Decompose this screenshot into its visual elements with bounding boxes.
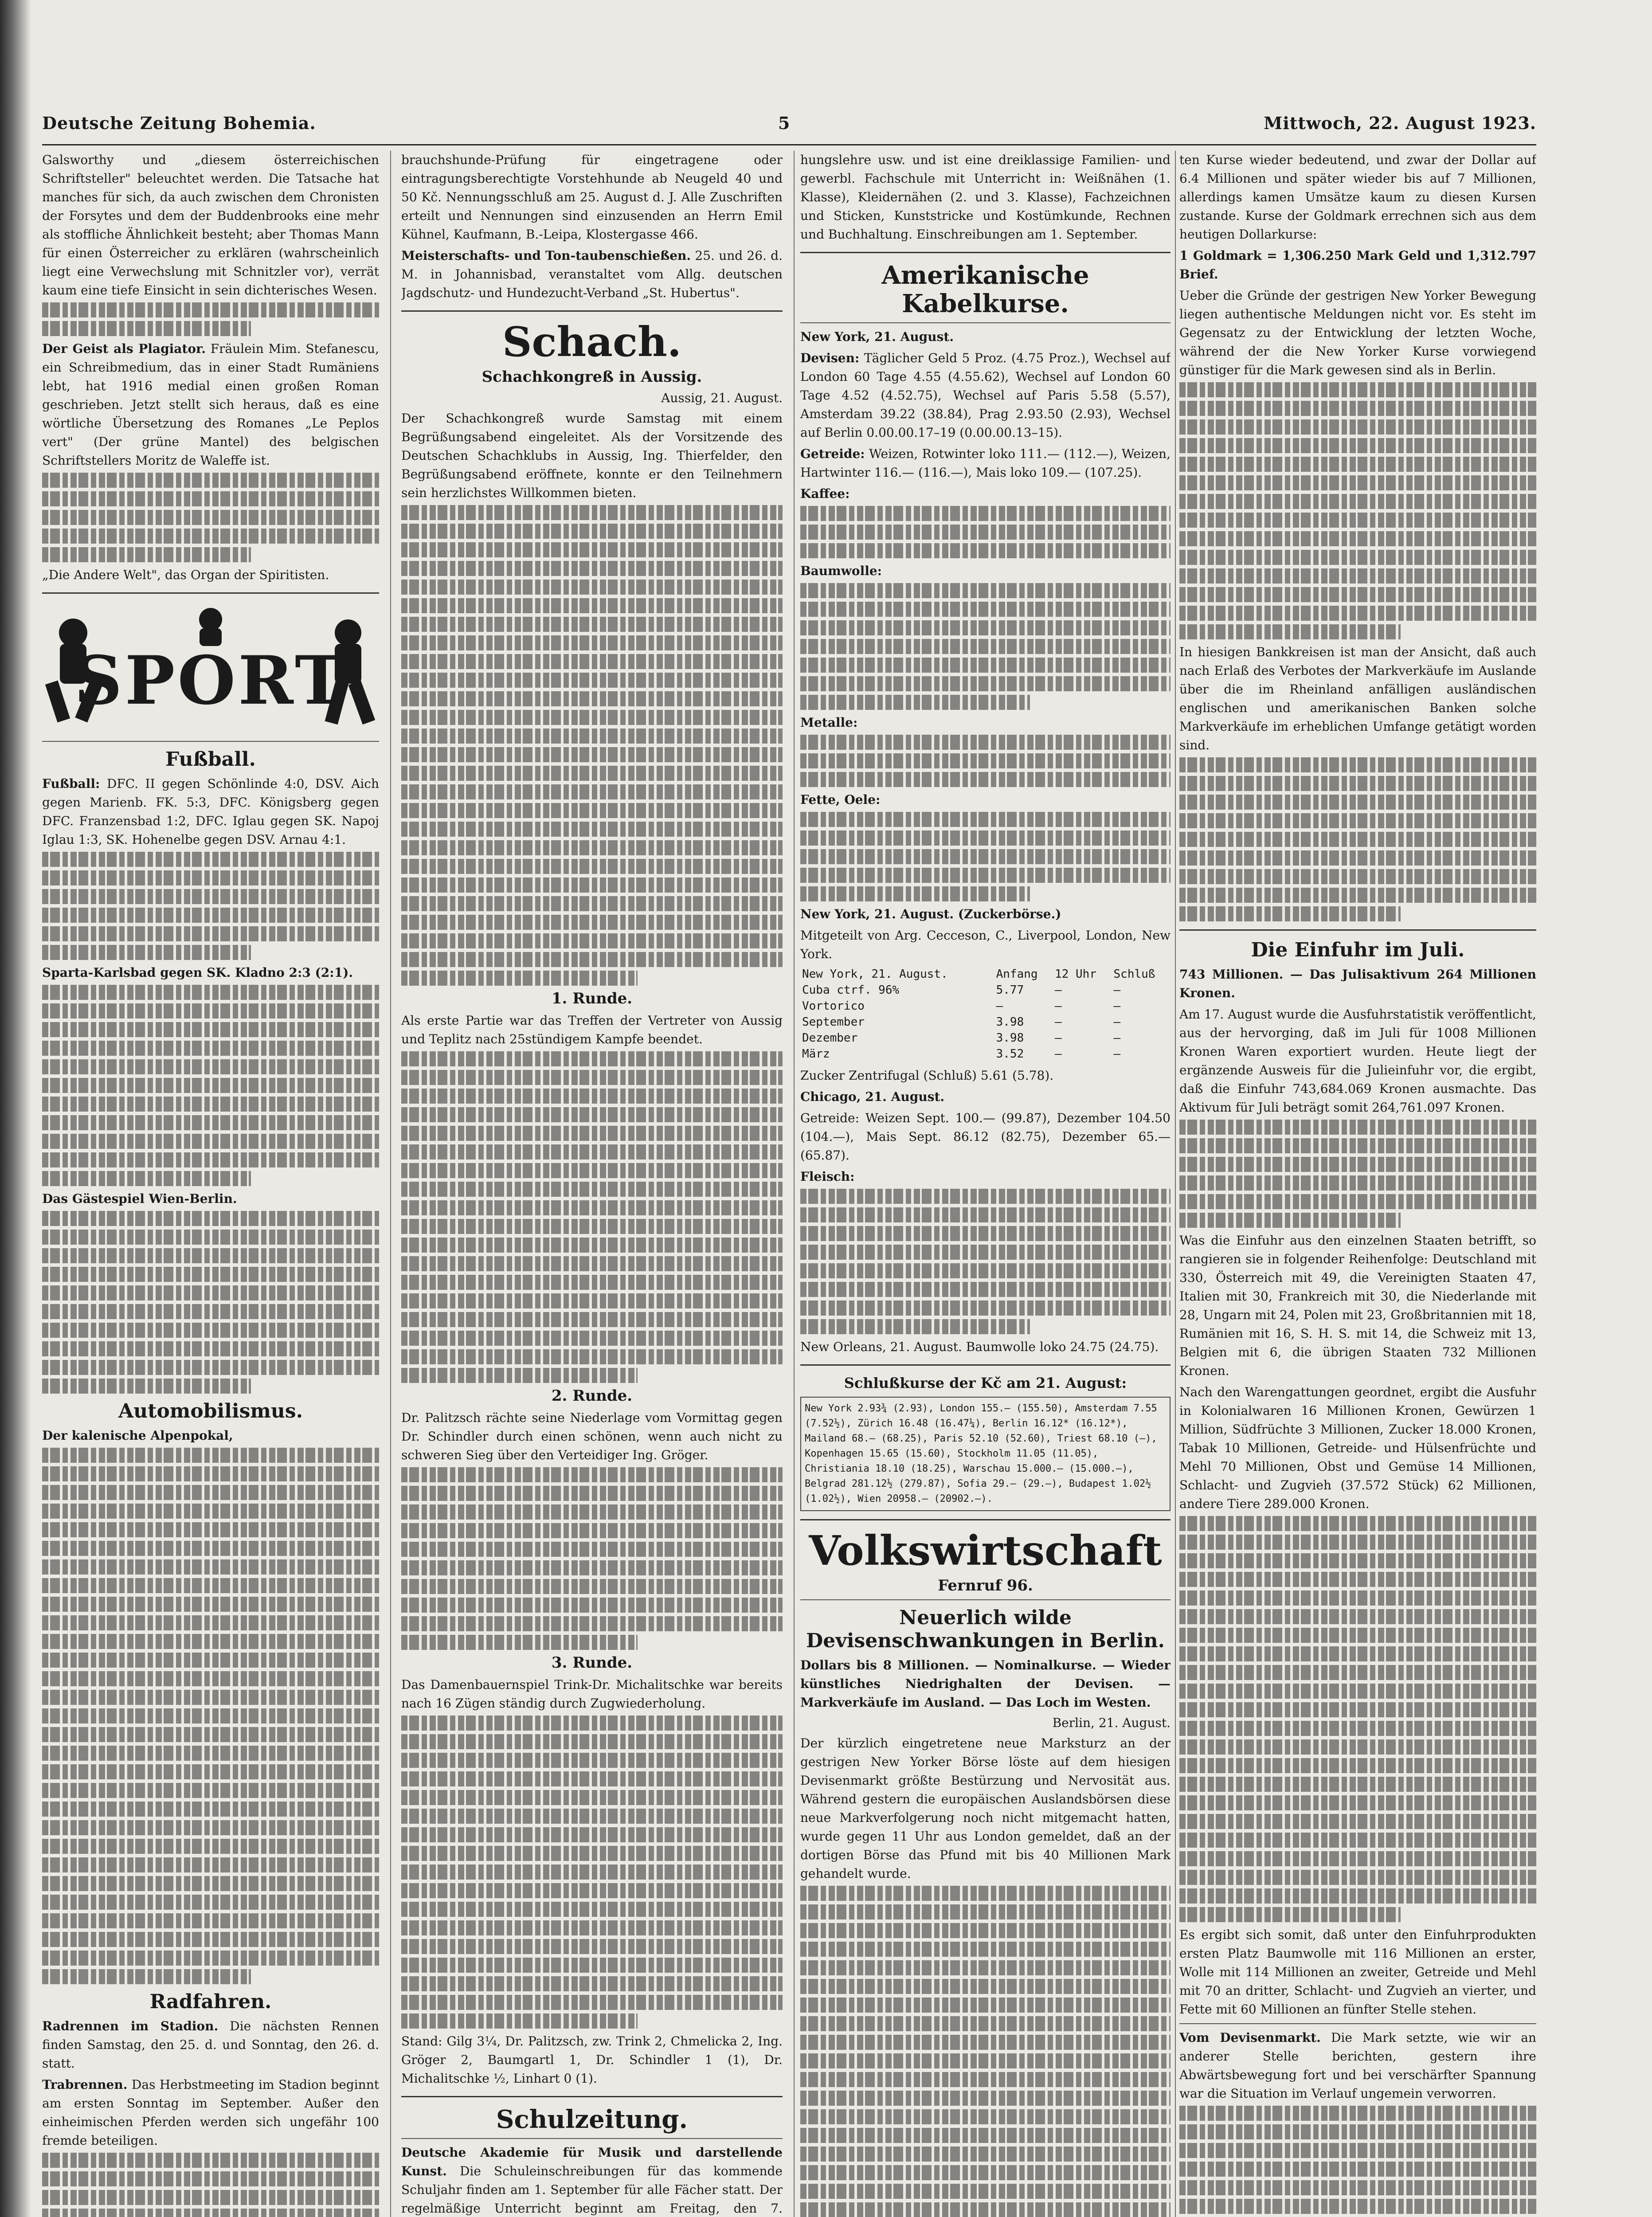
devisenmarkt-article xyxy=(1179,2029,1536,2103)
runde-3-text: Das Damenbauernspiel Trink-Dr. Michalitschke war bereits nach 16 Zügen ständig durch Zugwiederholung. xyxy=(401,1677,783,1711)
body-text-block xyxy=(42,852,379,960)
hunde-pruefung-text: brauchshunde-Prüfung für eingetragene oder eintragungsberechtigte Vorstehhunde ab Neugeld 40 und 50 Kč. Nennungsschluß am 25. August d. J. Alle Zuschriften erteilt und Nennungen sind einzusenden an Herrn Emil Kühnel, Kaufmann, B.-Leipa, Klostergasse 466. xyxy=(401,153,783,242)
page-number: 5 xyxy=(778,113,791,133)
getreide-quotes xyxy=(800,445,1170,482)
fachschule-text: hungslehre usw. und ist eine dreiklassige Familien- und gewerbl. Fachschule mit Unterricht in: Weißnähen (1. Klasse), Kleidernähen (2. und 3. Klasse), Fachzeichnen und Sticken, Kunststricke und Kostümkunde, Rechnen und Buchhaltung. Einschreibungen am 1. September. xyxy=(800,153,1170,242)
akademie-text: Die Schuleinschreibungen für das kommende Schuljahr finden am 1. September für alle Fächer statt. Der regelmäßige Unterricht beginnt am Freitag, den 7. xyxy=(401,2164,783,2216)
kurse-continuation: ten Kurse wieder bedeutend, und zwar der Dollar auf 6.4 Millionen und später wieder bis auf 7 Millionen, allerdings kamen Umsätze kaum zu diesen Kursen zustande. Kurse der Goldmark errechnen sich aus dem heutigen Dollarkurse: xyxy=(1179,153,1536,242)
table-cell: — xyxy=(1113,1031,1121,1045)
radrennen-lead: Radrennen im Stadion. xyxy=(42,2019,219,2033)
schach-heading: Schach. xyxy=(502,318,681,366)
column-divider xyxy=(1175,151,1176,2217)
section-rule xyxy=(401,310,783,312)
einfuhr-text: Am 17. August wurde die Ausfuhrstatistik veröffentlicht, aus der hervorging, daß im Juli für 1008 Millionen Kronen Waren exportiert wurden. Heute liegt der ergänzende Ausweis für die Julieinfuhr vor, die ergibt, daß die Einfuhr 743,684.069 Kronen ausmachte. Das Aktivum für Juli beträgt somit 264,761.097 Kronen. xyxy=(1179,1007,1536,1115)
meisterschaft-lead: Meisterschafts- und Ton-taubenschießen. xyxy=(401,248,691,263)
table-header-cell: New York, 21. August. xyxy=(802,967,948,981)
table-cell: — xyxy=(1055,1047,1062,1061)
body-text-block xyxy=(1179,1120,1536,1228)
schach-stand: Stand: Gilg 3¼, Dr. Palitzsch, zw. Trink 2, Chmelicka 2, Ing. Gröger 2, Baumgartl 1, Dr. Schindler 1 (1), Dr. Michalitschke ½, Linhart 0 (1). xyxy=(401,2034,783,2086)
table-cell: 3.98 xyxy=(996,1015,1024,1029)
devisenmarkt-text: Die Mark setzte, wie wir an anderer Stelle berichten, gestern ihre Abwärtsbewegung fort und bei verschärfter Spannung war die Situation im Verlauf ungemein verworren. xyxy=(1179,2030,1536,2101)
plagiat-article xyxy=(42,340,379,470)
table-cell: — xyxy=(1113,1047,1121,1061)
body-text-block xyxy=(42,302,379,336)
section-rule xyxy=(800,322,1170,323)
body-text-block xyxy=(800,812,1170,901)
staaten-text: Was die Einfuhr aus den einzelnen Staaten betrifft, so rangieren sie in folgender Reihenfolge: Deutschland mit 330, Österreich mit 49, die Vereinigten Staaten 47, Italien mit 30, Frankreich mit 30, die Niederlande mit 28, Ungarn mit 24, Polen mit 23, Großbritannien mit 18, Rumänien mit 16, S. H. S. mit 14, die Schweiz mit 13, Belgien mit 6, die übrigen Staaten 732 Millionen Kronen. xyxy=(1179,1233,1536,1378)
header-rule xyxy=(42,144,1536,145)
column-divider xyxy=(390,151,391,2217)
body-text-block xyxy=(42,473,379,562)
fussball-lead: Fußball: xyxy=(42,776,100,791)
zucker-note: Zucker Zentrifugal (Schluß) 5.61 (5.78). xyxy=(800,1068,1054,1083)
sparta-headline: Sparta-Karlsbad gegen SK. Kladno 2:3 (2:1). xyxy=(42,965,353,980)
akademie-lead: Deutsche Akademie für Musik und darstellende Kunst. xyxy=(401,2145,783,2178)
table-header-cell: Schluß xyxy=(1113,967,1155,981)
zucker-source: Mitgeteilt von Arg. Cecceson, C., Liverpool, London, New York. xyxy=(800,928,1170,961)
einfuhr-summary: Es ergibt sich somit, daß unter den Einfuhrprodukten ersten Platz Baumwolle mit 116 Millionen an erster, Wolle mit 114 Millionen an zweiter, Getreide und Mehl mit 70 an dritter, Schlacht- und Zugvieh an vierter, und Fette mit 60 Millionen an fünfter Stelle stehen. xyxy=(1179,1927,1536,2017)
section-rule xyxy=(800,1519,1170,1520)
radrennen-text: Die nächsten Rennen finden Samstag, den 25. d. und Sonntag, den 26. d. statt. xyxy=(42,2019,379,2071)
body-text-block xyxy=(800,1886,1170,2217)
runde-2-heading: 2. Runde. xyxy=(551,1387,633,1405)
metalle-lead: Metalle: xyxy=(800,715,858,730)
column-1 xyxy=(42,151,379,2217)
berlin-text: Der kürzlich eingetretene neue Marksturz an der gestrigen New Yorker Börse löste auf dem hiesigen Devisenmarkt größte Bestürzung und Nervosität aus. Während gestern die europäischen Auslandsbörsen diese neue Markverfolgerung noch nicht mitgemacht hatten, wurde gegen 11 Uhr aus London gemeldet, daß an der dortigen Börse das Pfund mit bis 40 Millionen Mark gehandelt wurde. xyxy=(800,1736,1170,1881)
section-rule xyxy=(42,741,379,742)
body-text-block xyxy=(401,1051,783,1383)
fette-lead: Fette, Oele: xyxy=(800,792,881,807)
body-text-block xyxy=(1179,757,1536,921)
getreide-text: Weizen, Rotwinter loko 111.— (112.—), Weizen, Hartwinter 116.— (116.—), Mais loko 109.— (107.25). xyxy=(800,447,1170,480)
ny-dateline: New York, 21. August. xyxy=(800,329,954,344)
kaffee-lead: Kaffee: xyxy=(800,486,850,501)
column-2 xyxy=(401,151,783,2217)
table-row xyxy=(800,1014,1170,1030)
devisenmarkt-lead: Vom Devisenmarkt. xyxy=(1179,2030,1321,2045)
volkswirtschaft-phone: Fernruf 96. xyxy=(938,1577,1033,1594)
article-continuation: Galsworthy und „diesem österreichischen Schriftsteller" beleuchtet werden. Die Tatsache hat manches für sich, da auch zwischen dem Chronisten der Forsytes und dem der Buddenbrooks eine mehr als stoffliche Ähnlichkeit besteht; aber Thomas Mann für einen Österreicher zu erklären (wahrscheinlich liegt eine Verwechslung mit Schnitzler vor), verrät kaum eine tiefe Einsicht in sein dichterisches Wesen. xyxy=(42,153,379,298)
section-rule xyxy=(800,1599,1170,1600)
runde-3-heading: 3. Runde. xyxy=(551,1654,633,1672)
section-rule xyxy=(800,1364,1170,1366)
section-rule xyxy=(1179,2023,1536,2024)
table-cell: — xyxy=(1113,999,1121,1013)
automobilismus-heading: Automobilismus. xyxy=(118,1400,303,1422)
kabelkurse-heading: Amerikanische Kabelkurse. xyxy=(881,261,1089,318)
issue-date: Mittwoch, 22. August 1923. xyxy=(1264,113,1536,133)
body-text-block xyxy=(800,583,1170,710)
table-cell: — xyxy=(1055,1031,1062,1045)
table-row xyxy=(800,998,1170,1014)
getreide-lead: Getreide: xyxy=(800,447,865,461)
trabrennen-article xyxy=(42,2076,379,2150)
section-rule xyxy=(401,2096,783,2097)
table-cell: Vortorico xyxy=(802,999,865,1013)
zucker-dateline: New York, 21. August. (Zuckerbörse.) xyxy=(800,907,1061,921)
section-rule xyxy=(1179,929,1536,931)
runde-1-heading: 1. Runde. xyxy=(551,990,633,1007)
einfuhr-subheading: 743 Millionen. — Das Julisaktivum 264 Millionen Kronen. xyxy=(1179,967,1536,1000)
zucker-table xyxy=(800,966,1170,1062)
table-cell: 3.52 xyxy=(996,1047,1024,1061)
warengattungen-text: Nach den Warengattungen geordnet, ergibt die Ausfuhr in Kolonialwaren 16 Millionen Kronen, Gewürzen 1 Million, Südfrüchte 3 Millionen, Zucker 18.000 Kronen, Tabak 10 Millionen, Getreide- und Hülsenfrüchte und Mehl 70 Millionen, Obst und Gemüse 14 Millionen, Schlacht- und Zugvieh (37.572 Stück) 62 Millionen, andere Tiere 289.000 Kronen. xyxy=(1179,1385,1536,1511)
body-text-block xyxy=(42,985,379,1186)
plagiat-headline: Der Geist als Plagiator. xyxy=(42,341,206,356)
body-text-block xyxy=(800,506,1170,558)
column-3 xyxy=(800,151,1170,2217)
trabrennen-text: Das Herbstmeeting im Stadion beginnt am ersten Sonntag im September. Außer den einheimischen Pferden werden sich ungefähr 100 fremde beteiligen. xyxy=(42,2077,379,2148)
radrennen-article xyxy=(42,2017,379,2073)
page-header xyxy=(42,113,1536,140)
table-header-cell: 12 Uhr xyxy=(1055,967,1096,981)
chicago-getreide: Getreide: Weizen Sept. 100.— (99.87), Dezember 104.50 (104.—), Mais Sept. 86.12 (82.75), Dezember 65.— (65.87). xyxy=(800,1111,1170,1163)
column-divider xyxy=(794,151,795,2217)
devisen-lead: Devisen: xyxy=(800,351,860,365)
meisterschaft-text: 25. und 26. d. M. in Johannisbad, veranstaltet vom Allg. deutschen Jagdschutz- und Hundezucht-Verband „St. Hubertus". xyxy=(401,248,783,300)
body-text-block xyxy=(1179,2106,1536,2217)
fussball-heading: Fußball. xyxy=(165,748,256,771)
section-rule xyxy=(800,252,1170,253)
devisenschwankungen-subheading: Dollars bis 8 Millionen. — Nominalkurse. — Wieder künstliches Niedrighalten der Devisen. — Markverkäufe im Ausland. — Das Loch im Westen. xyxy=(800,1658,1170,1710)
runde-1-text: Als erste Partie war das Treffen der Vertreter von Aussig und Teplitz nach 25stündigem Kampfe beendet. xyxy=(401,1013,783,1046)
body-text-block xyxy=(42,2153,379,2217)
devisenschwankungen-heading: Neuerlich wilde Devisenschwankungen in Berlin. xyxy=(806,1606,1165,1652)
table-cell: — xyxy=(1113,983,1121,997)
trabrennen-lead: Trabrennen. xyxy=(42,2077,128,2092)
schlusskurse-heading: Schlußkurse der Kč am 21. August: xyxy=(844,1375,1127,1391)
meisterschaft-article xyxy=(401,247,783,302)
table-cell: September xyxy=(802,1015,865,1029)
devisen-quotes xyxy=(800,349,1170,442)
fussball-results xyxy=(42,775,379,849)
baumwolle-lead: Baumwolle: xyxy=(800,564,882,578)
schulzeitung-heading: Schulzeitung. xyxy=(496,2105,688,2134)
body-text-block xyxy=(401,1467,783,1650)
table-row xyxy=(800,966,1170,982)
sport-logo-text: SPORT xyxy=(74,642,347,720)
body-text-block xyxy=(42,1211,379,1394)
akademie-article xyxy=(401,2143,783,2217)
table-cell: 5.77 xyxy=(996,983,1024,997)
fussball-text: DFC. II gegen Schönlinde 4:0, DSV. Aich gegen Marienb. FK. 5:3, DFC. Königsberg gegen DFC. Franzensbad 1:2, DFC. Iglau gegen SK. Napoj Iglau 1:3, SK. Hohenelbe gegen DSV. Arnau 4:1. xyxy=(42,776,379,847)
fleisch-lead: Fleisch: xyxy=(800,1169,855,1184)
body-text-block xyxy=(401,1716,783,2029)
table-row xyxy=(800,1030,1170,1046)
new-orleans-quote: New Orleans, 21. August. Baumwolle loko 24.75 (24.75). xyxy=(800,1340,1159,1354)
bankkreise-text: In hiesigen Bankkreisen ist man der Ansicht, daß auch nach Erlaß des Verbotes der Markverkäufe im Auslande über die im Rheinland anfälligen ausländischen englischen und amerikanischen Banken solche Markverkäufe im erheblichen Umfange getätigt worden sind. xyxy=(1179,645,1536,752)
body-text-block xyxy=(1179,1516,1536,1922)
table-cell: — xyxy=(1055,983,1062,997)
schach-subheading: Schachkongreß in Aussig. xyxy=(482,368,702,386)
body-text-block xyxy=(1179,382,1536,639)
alpenpokal-headline: Der kalenische Alpenpokal, xyxy=(42,1428,233,1443)
table-cell: — xyxy=(1055,999,1062,1013)
schlusskurse-box: New York 2.93¾ (2.93), London 155.— (155.50), Amsterdam 7.55 (7.52½), Zürich 16.48 (16.47¼), Berlin 16.12* (16.12*), Mailand 68.— (68.25), Paris 52.10 (52.60), Triest 68.10 (—), Kopenhagen 15.65 (15.60), Stockholm 11.05 (11.05), Christiania 18.10 (18.25), Warschau 15.000.— (15.000.—), Belgrad 281.12½ (279.87), Sofia 29.— (29.—), Budapest 1.02½ (1.02½), Wien 20958.— (20902.—). xyxy=(800,1397,1170,1511)
body-text-block xyxy=(401,505,783,986)
radfahren-heading: Radfahren. xyxy=(149,1990,272,2013)
table-cell: — xyxy=(1113,1015,1121,1029)
table-header-cell: Anfang xyxy=(996,967,1038,981)
schach-text: Der Schachkongreß wurde Samstag mit einem Begrüßungsabend eingeleitet. Als der Vorsitzende des Deutschen Schachklubs in Aussig, Ing. Thierfelder, den Begrüßungsabend eröffnete, konnte er den Teilnehmern sein herzlichstes Willkommen bieten. xyxy=(401,411,783,500)
scan-edge-shadow xyxy=(0,0,31,2217)
table-row xyxy=(800,982,1170,998)
einfuhr-heading: Die Einfuhr im Juli. xyxy=(1251,939,1465,961)
plagiat-text: Fräulein Mim. Stefanescu, ein Schreibmedium, das in einer Stadt Rumäniens lebt, hat 1916 medial einen großen Roman geschrieben. Jetzt stellt sich heraus, daß es eine wörtliche Übersetzung des Romanes „Le Peplos vert" (Der grüne Mantel) des belgischen Schriftstellers Moritz de Waleffe ist. xyxy=(42,341,379,468)
devisen-text: Täglicher Geld 5 Proz. (4.75 Proz.), Wechsel auf London 60 Tage 4.55 (4.55.62), Wechsel auf London 60 Tage 4.52 (4.52.75), Wechsel auf Paris 5.58 (5.57), Amsterdam 39.22 (38.84), Prag 2.93.50 (2.93), Wechsel auf Berlin 0.00.00.17–19 (0.00.00.13–15). xyxy=(800,351,1170,440)
section-rule xyxy=(401,2138,783,2139)
gruende-text: Ueber die Gründe der gestrigen New Yorker Bewegung liegen authentische Meldungen nicht vor. Es steht im Gegensatz zu der Entwicklung der letzten Woche, während der die New Yorker Kurse vorwiegend günstiger für die Mark gewesen sind als in Berlin. xyxy=(1179,288,1536,377)
runde-2-text: Dr. Palitzsch rächte seine Niederlage vom Vormittag gegen Dr. Schindler durch einen schönen, wenn auch nicht zu schweren Sieg über den Verteidiger Ing. Gröger. xyxy=(401,1410,783,1462)
sport-logo xyxy=(42,602,379,735)
table-row xyxy=(800,1046,1170,1062)
berlin-dateline: Berlin, 21. August. xyxy=(1052,1716,1170,1730)
newspaper-title: Deutsche Zeitung Bohemia. xyxy=(42,113,316,133)
table-cell: — xyxy=(996,999,1003,1013)
body-text-block xyxy=(42,1448,379,1984)
table-cell: Cuba ctrf. 96% xyxy=(802,983,900,997)
body-text-block xyxy=(800,735,1170,787)
column-4 xyxy=(1179,151,1536,2217)
body-text-block xyxy=(800,1189,1170,1334)
table-cell: März xyxy=(802,1047,830,1061)
table-cell: 3.98 xyxy=(996,1031,1024,1045)
gaeste-headline: Das Gästespiel Wien-Berlin. xyxy=(42,1191,237,1206)
schach-dateline: Aussig, 21. August. xyxy=(661,391,783,405)
chicago-dateline: Chicago, 21. August. xyxy=(800,1089,945,1104)
goldmark-rate: 1 Goldmark = 1,306.250 Mark Geld und 1,312.797 Brief. xyxy=(1179,248,1536,282)
plagiat-ending: „Die Andere Welt", das Organ der Spiritisten. xyxy=(42,568,329,582)
table-cell: Dezember xyxy=(802,1031,858,1045)
table-cell: — xyxy=(1055,1015,1062,1029)
volkswirtschaft-heading: Volkswirtschaft xyxy=(809,1527,1162,1575)
section-rule xyxy=(42,592,379,594)
